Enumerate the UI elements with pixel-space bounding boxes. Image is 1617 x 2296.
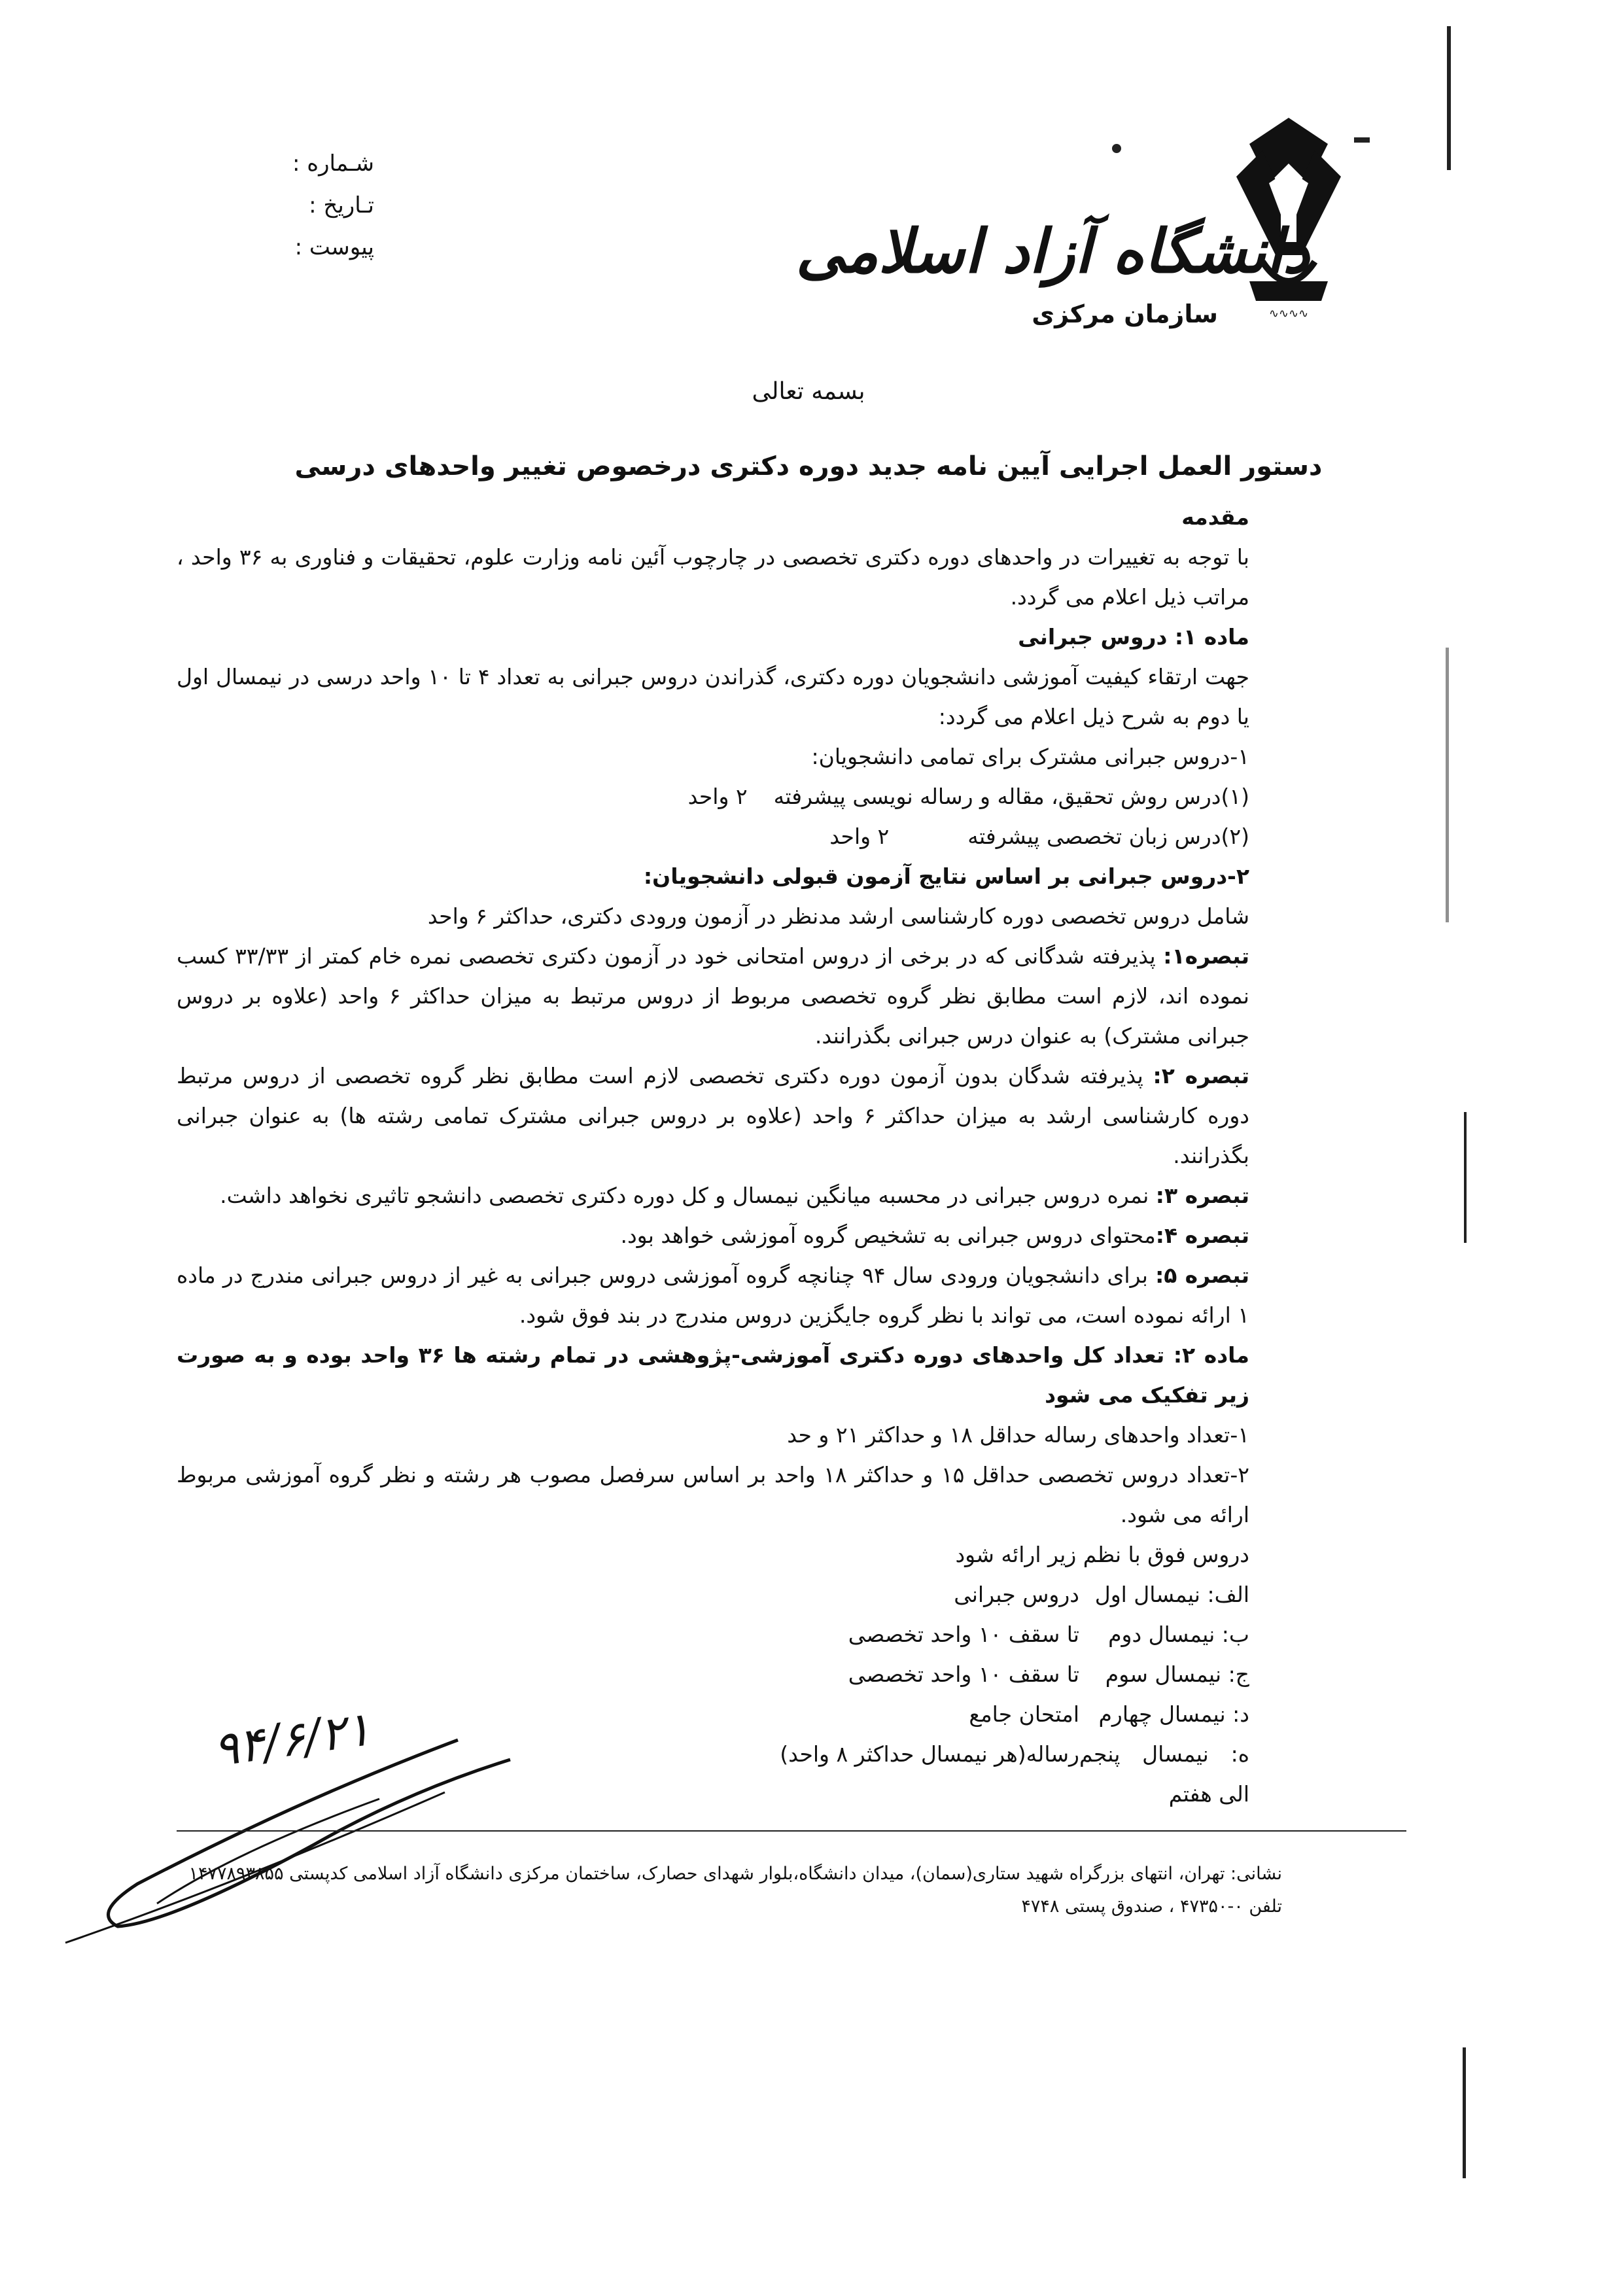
intro-text: با توجه به تغییرات در واحدهای دوره دکتری تخصصی در چارچوب آئین نامه وزارت علوم، تحقیقات و فناوری به ۳۶ واحد ، مراتب ذیل اعلام می گردد. xyxy=(177,544,1249,610)
article2-item-1: ۱-تعداد واحدهای رساله حداقل ۱۸ و حداکثر ۲۱ و حد xyxy=(787,1422,1249,1448)
schedule-content: تا سقف ۱۰ واحد تخصصی xyxy=(848,1622,1079,1647)
organization-name: سازمان مرکزی xyxy=(1032,300,1218,328)
date-label: تـاریخ : xyxy=(309,192,374,218)
bismillah: بسمه تعالی xyxy=(752,378,865,405)
document-title: دستور العمل اجرایی آیین نامه جدید دوره دکتری درخصوص تغییر واحدهای درسی xyxy=(294,451,1323,481)
schedule-term: الف: نیمسال اول xyxy=(1094,1582,1249,1607)
schedule-content: تا سقف ۱۰ واحد تخصصی xyxy=(848,1661,1079,1687)
document-body xyxy=(177,497,1249,1814)
article2-heading: ماده ۲: تعداد کل واحدهای دوره دکتری آموزشی-پژوهشی در تمام رشته ها ۳۶ واحد بوده و به صورت زیر تفکیک می شود xyxy=(177,1342,1249,1408)
note-5-text: برای دانشجویان ورودی سال ۹۴ چنانچه گروه آموزشی دروس جبرانی به غیر از دروس جبرانی مندرج در ماده ۱ ارائه نموده است، می تواند با نظر گروه جایگزین دروس مندرج در بند فوق شود. xyxy=(177,1262,1249,1328)
scan-artifact xyxy=(1447,26,1451,170)
common-course-1-units: ۲ واحد xyxy=(687,784,748,809)
note-5-label: تبصره ۵: xyxy=(1155,1262,1249,1288)
schedule-term: ج: نیمسال سوم xyxy=(1105,1661,1249,1687)
note-5 xyxy=(177,1255,1249,1335)
scan-artifact xyxy=(1464,1112,1467,1243)
article1-heading: ماده ۱: دروس جبرانی xyxy=(1018,624,1249,650)
university-name: دانشگاه آزاد اسلامی xyxy=(795,216,1310,287)
schedule-term: ب: نیمسال دوم xyxy=(1108,1622,1249,1647)
note-1-label: تبصره۱: xyxy=(1163,943,1249,969)
schedule-row xyxy=(177,1574,1249,1614)
note-3-text: نمره دروس جبرانی در محسبه میانگین نیمسال و کل دوره دکتری تخصصی دانشجو تاثیری نخواهد داشت. xyxy=(220,1183,1156,1208)
note-2 xyxy=(177,1056,1249,1175)
schedule-term: ه: نیمسال پنجم الی هفتم xyxy=(1079,1741,1249,1807)
footer-address xyxy=(188,1858,1282,1923)
exam-courses-text: شامل دروس تخصصی دوره کارشناسی ارشد مدنظر در آزمون ورودی دکتری، حداکثر ۶ واحد xyxy=(427,903,1249,929)
common-course-2-name: (۲)درس زبان تخصصی پیشرفته xyxy=(967,824,1249,849)
footer-divider xyxy=(177,1830,1406,1832)
common-course-1 xyxy=(177,776,1249,816)
note-3 xyxy=(177,1175,1249,1215)
common-course-2-units: ۲ واحد xyxy=(829,824,890,849)
attachment-label: پیوست : xyxy=(294,234,374,260)
intro-heading: مقدمه xyxy=(1181,504,1249,530)
schedule-content: رساله(هر نیمسال حداکثر ۸ واحد) xyxy=(780,1741,1079,1767)
schedule-content: امتحان جامع xyxy=(969,1701,1079,1727)
address-line-2: تلفن ۰-۴۷۳۵۰ ، صندوق پستی ۴۷۴۸ xyxy=(1021,1896,1282,1917)
scan-artifact xyxy=(1354,137,1370,143)
schedule-row xyxy=(177,1614,1249,1654)
exam-courses-heading: ۲-دروس جبرانی بر اساس نتایج آزمون قبولی دانشجویان: xyxy=(643,863,1249,889)
scan-artifact xyxy=(1446,648,1449,922)
article1-text: جهت ارتقاء کیفیت آموزشی دانشجویان دوره دکتری، گذراندن دروس جبرانی به تعداد ۴ تا ۱۰ واحد درسی در نیمسال اول یا دوم به شرح ذیل اعلام می گردد: xyxy=(177,664,1249,729)
note-4 xyxy=(177,1215,1249,1255)
schedule-content: دروس جبرانی xyxy=(954,1582,1079,1607)
scan-artifact xyxy=(1463,2047,1466,2178)
article2-item-2: ۲-تعداد دروس تخصصی حداقل ۱۵ و حداکثر ۱۸ واحد بر اساس سرفصل مصوب هر رشته و نظر گروه آموزشی مربوط ارائه می شود. xyxy=(177,1462,1249,1527)
note-2-text: پذیرفته شدگان بدون آزمون دوره دکتری تخصصی لازم است مطابق نظر گروه تخصصی از دروس مرتبط دوره کارشناسی ارشد به میزان حداکثر ۶ واحد (علاوه بر دروس جبرانی مشترک تمامی رشته ها) به عنوان جبرانی بگذرانند. xyxy=(177,1063,1249,1168)
number-label: شـماره : xyxy=(292,150,374,177)
common-course-1-name: (۱)درس روش تحقیق، مقاله و رساله نویسی پیشرفته xyxy=(773,784,1249,809)
note-3-label: تبصره ۳: xyxy=(1155,1183,1249,1208)
note-1 xyxy=(177,936,1249,1056)
svg-text:∿∿∿∿: ∿∿∿∿ xyxy=(1268,307,1309,321)
address-line-1: نشانی: تهران، انتهای بزرگراه شهید ستاری(سمان)، میدان دانشگاه،بلوار شهدای حصارک، ساختمان مرکزی دانشگاه آزاد اسلامی کدپستی ۱۴۷۷۸۹۳۸۵۵ xyxy=(188,1864,1282,1884)
scan-artifact xyxy=(1112,144,1121,153)
note-1-text: پذیرفته شدگانی که در برخی از دروس امتحانی خود در آزمون دکتری تخصصی نمره خام کمتر از ۳۳/۳۳ کسب نموده اند، لازم است مطابق نظر گروه تخصصی مربوط از دروس مرتبط به میزان حداکثر ۶ واحد (علاوه بر دروس جبرانی مشترک) به عنوان درس جبرانی بگذرانند. xyxy=(177,943,1249,1049)
note-2-label: تبصره ۲: xyxy=(1153,1063,1249,1088)
letter-meta xyxy=(292,143,374,268)
common-courses-heading: ۱-دروس جبرانی مشترک برای تمامی دانشجویان: xyxy=(811,744,1249,769)
schedule-term: د: نیمسال چهارم xyxy=(1098,1701,1249,1727)
article2-item-3: دروس فوق با نظم زیر ارائه شود xyxy=(955,1542,1249,1567)
common-course-2 xyxy=(177,816,1249,856)
signature-date: ۹۴/۶/۲۱ xyxy=(209,1700,374,1777)
note-4-text: محتوای دروس جبرانی به تشخیص گروه آموزشی خواهد بود. xyxy=(620,1223,1156,1248)
note-4-label: تبصره ۴: xyxy=(1155,1223,1249,1248)
